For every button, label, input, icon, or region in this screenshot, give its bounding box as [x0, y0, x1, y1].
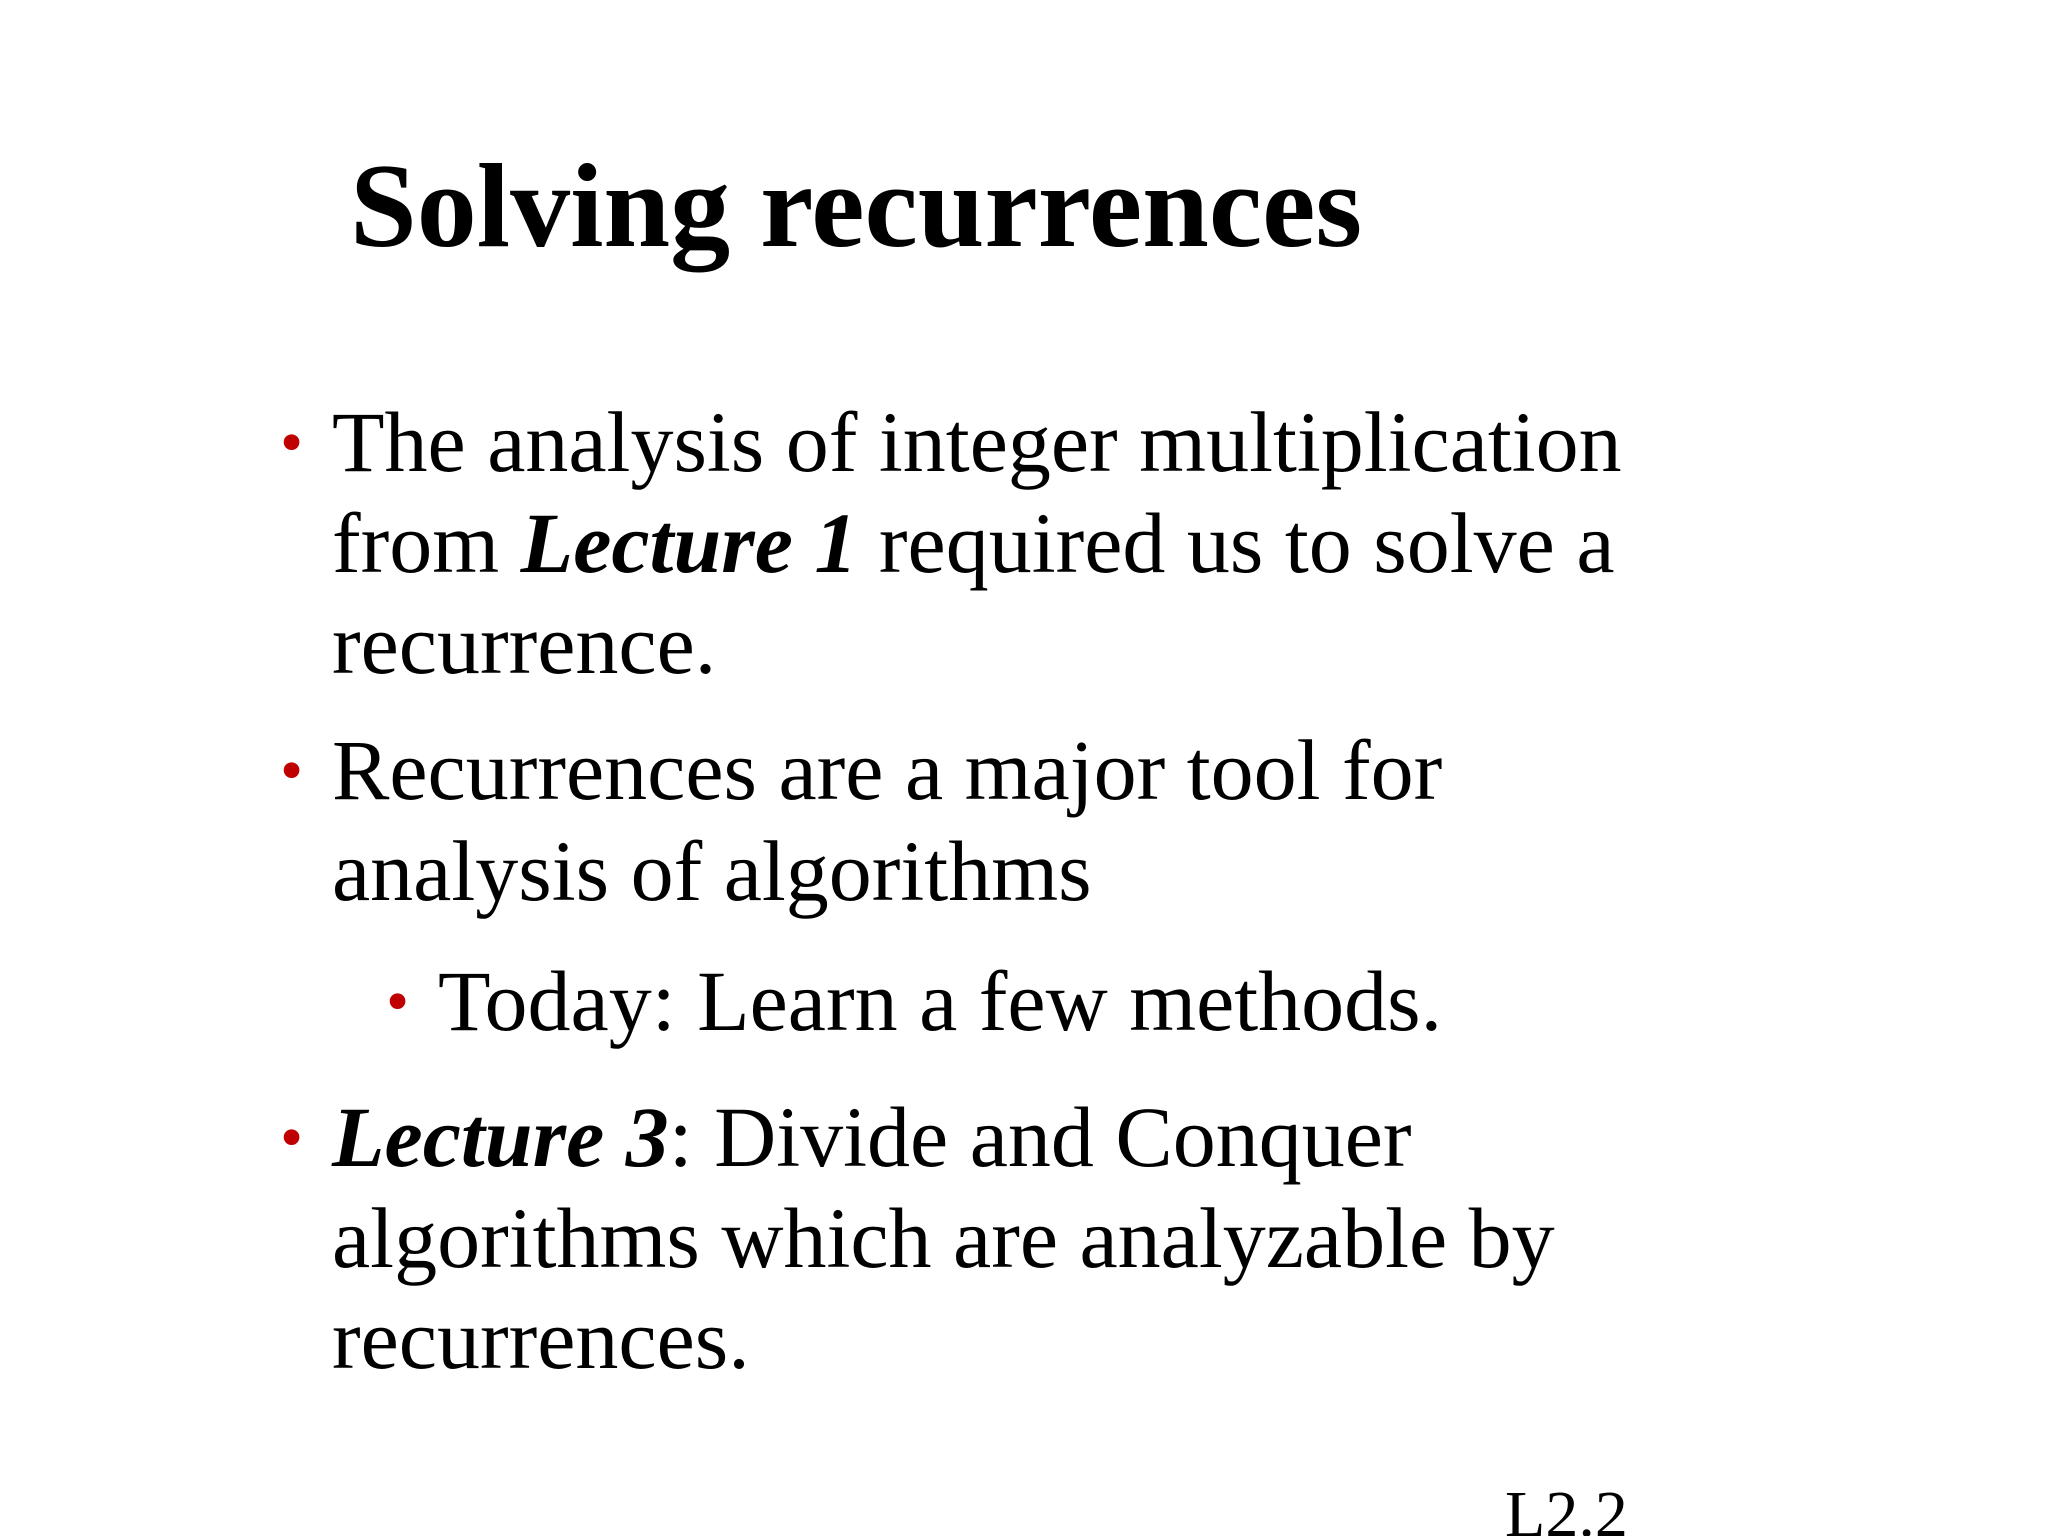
bullet-dot-icon: • — [386, 965, 410, 1038]
bullet-text: required us to solve a — [857, 495, 1615, 591]
bullet-line: Recurrences are a major tool for — [332, 722, 1443, 818]
bullet-item-recurrences-tool — [280, 720, 1443, 922]
lecture-reference: Lecture 1 — [520, 495, 858, 591]
bullet-dot-icon: • — [280, 1101, 304, 1174]
bullet-line: recurrence. — [332, 596, 717, 692]
sub-bullet-item-today — [386, 951, 1443, 1052]
bullet-line: recurrences. — [332, 1291, 750, 1387]
bullet-text: : Divide and Conquer — [668, 1089, 1412, 1185]
lecture-reference: Lecture 3 — [332, 1089, 669, 1185]
bullet-line: algorithms which are analyzable by — [332, 1190, 1555, 1286]
bullet-item-lecture-3 — [280, 1087, 1555, 1390]
page-label: L2.2 — [1505, 1478, 1628, 1536]
bullet-line: The analysis of integer multiplication — [332, 394, 1622, 490]
slide-title: Solving recurrences — [350, 139, 1363, 272]
bullet-line — [332, 1087, 1555, 1188]
bullet-line: analysis of algorithms — [332, 823, 1092, 919]
bullet-item-integer-multiplication — [280, 392, 1622, 695]
bullet-dot-icon: • — [280, 406, 304, 479]
bullet-dot-icon: • — [280, 734, 304, 807]
bullet-line: Today: Learn a few methods. — [438, 953, 1443, 1049]
bullet-line — [332, 493, 1622, 594]
bullet-text: from — [332, 495, 521, 591]
